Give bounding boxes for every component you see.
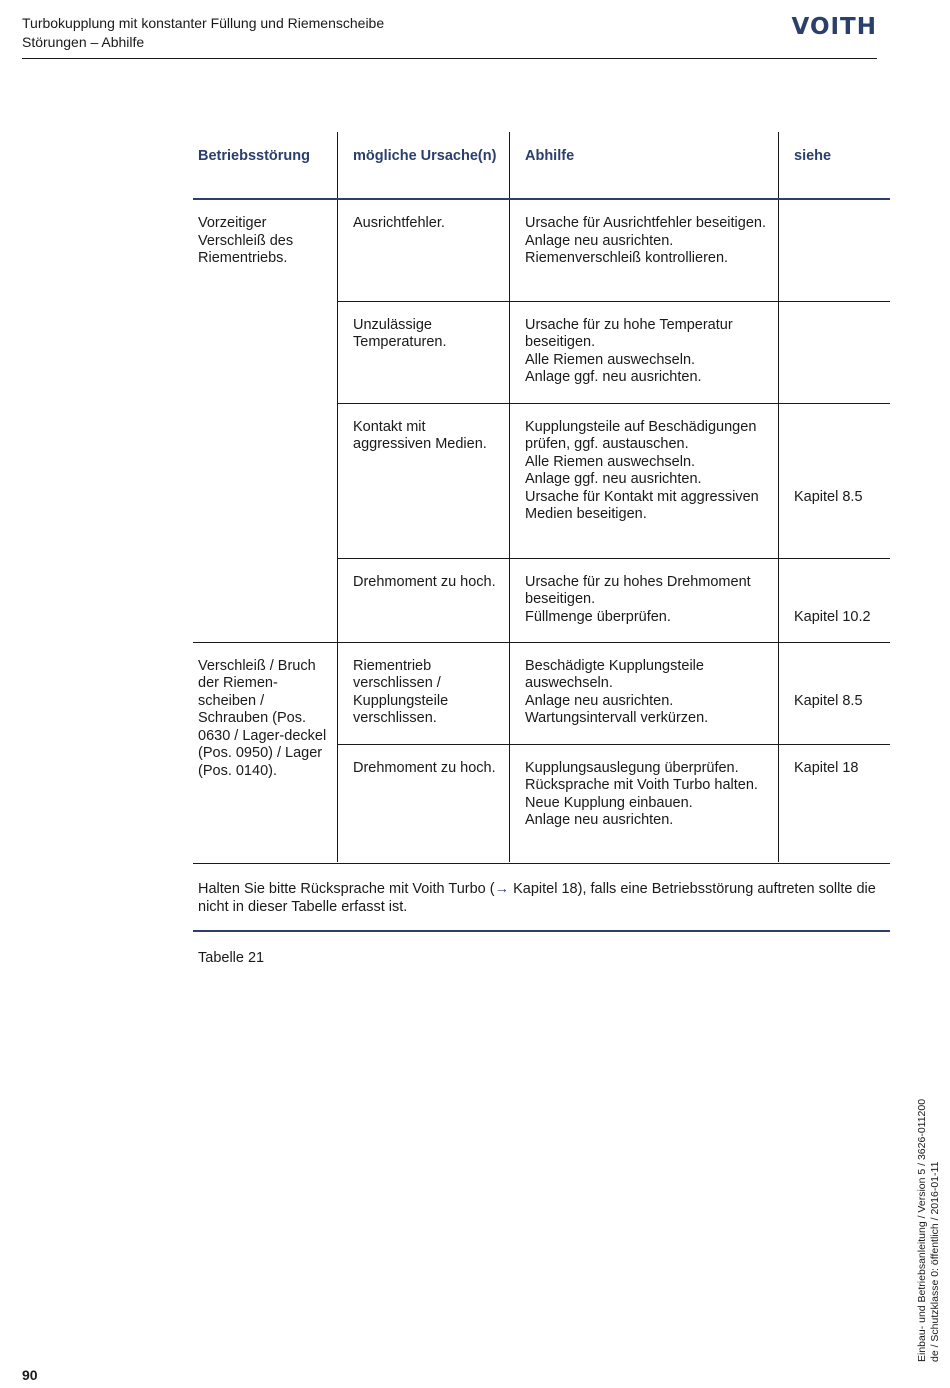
cause-cell: Drehmoment zu hoch. [353, 573, 496, 590]
header-betriebsstoerung: Betriebsstörung [193, 132, 338, 199]
table-row [193, 199, 890, 301]
ref-cell: Kapitel 10.2 [794, 608, 871, 625]
header-title-line2: Störungen – Abhilfe [22, 34, 145, 50]
table-header-row [193, 132, 890, 199]
remedy-cell: Ursache für zu hohe Temperatur beseitigen. Alle Riemen auswechseln. Anlage ggf. neu ausrichten. [525, 316, 733, 386]
table-caption: Tabelle 21 [198, 950, 265, 966]
header-siehe: siehe [779, 132, 891, 199]
fault-cell-2: Verschleiß / Bruch der Riemen-scheiben / Schrauben (Pos. 0630 / Lager-deckel (Pos. 0950) / Lager (Pos. 0140). [193, 642, 338, 862]
cause-cell: Unzulässige Temperaturen. [353, 316, 447, 351]
cause-cell: Ausrichtfehler. [353, 215, 445, 231]
remedy-cell: Ursache für zu hohes Drehmoment beseitigen. Füllmenge überprüfen. [525, 573, 751, 625]
voith-logo: VOITH [791, 14, 877, 40]
header-abhilfe: Abhilfe [510, 132, 779, 199]
ref-cell: Kapitel 8.5 [794, 692, 863, 709]
ref-cell [779, 199, 891, 301]
cause-cell: Riementrieb verschlissen / Kupplungsteile verschlissen. [353, 657, 449, 727]
arrow-right-icon: → [494, 881, 510, 897]
ref-cell: Kapitel 8.5 [794, 488, 863, 505]
page-header [22, 14, 877, 59]
header-ursache: mögliche Ursache(n) [338, 132, 510, 199]
sidebar-line1: Einbau- und Betriebsanleitung / Version 5 / 3626-011200 [916, 1098, 928, 1362]
page-number: 90 [22, 1367, 38, 1383]
ref-cell [779, 301, 891, 403]
remedy-cell: Beschädigte Kupplungsteile auswechseln. Anlage neu ausrichten. Wartungsintervall verkürzen. [525, 657, 709, 727]
remedy-cell: Kupplungsteile auf Beschädigungen prüfen, ggf. austauschen. Alle Riemen auswechseln. Anlage ggf. neu ausrichten. Ursache für Kontakt mit aggressiven Medien beseitigen. [525, 418, 759, 523]
document-info-sidebar [916, 1099, 942, 1362]
table-footnote: Halten Sie bitte Rücksprache mit Voith Turbo (→ Kapitel 18), falls eine Betriebsstörung auftreten sollte die nicht in dieser Tabelle erfasst ist. [193, 863, 890, 932]
ref-cell: Kapitel 18 [794, 759, 859, 776]
remedy-cell: Kupplungsauslegung überprüfen. Rücksprache mit Voith Turbo halten. Neue Kupplung einbauen. Anlage neu ausrichten. [525, 759, 758, 829]
sidebar-line2: de / Schutzklasse 0: öffentlich / 2016-01-11 [929, 1161, 941, 1362]
remedy-cell: Ursache für Ausrichtfehler beseitigen. Anlage neu ausrichten. Riemenverschleiß kontrollieren. [525, 215, 766, 267]
table-row [193, 642, 890, 744]
fault-cell-1: Vorzeitiger Verschleiß des Riementriebs. [198, 215, 294, 267]
cause-cell: Kontakt mit aggressiven Medien. [353, 418, 487, 453]
header-title-line1: Turbokupplung mit konstanter Füllung und Riemenscheibe [22, 15, 385, 31]
fault-table [193, 132, 890, 862]
cause-cell: Drehmoment zu hoch. [353, 759, 496, 776]
